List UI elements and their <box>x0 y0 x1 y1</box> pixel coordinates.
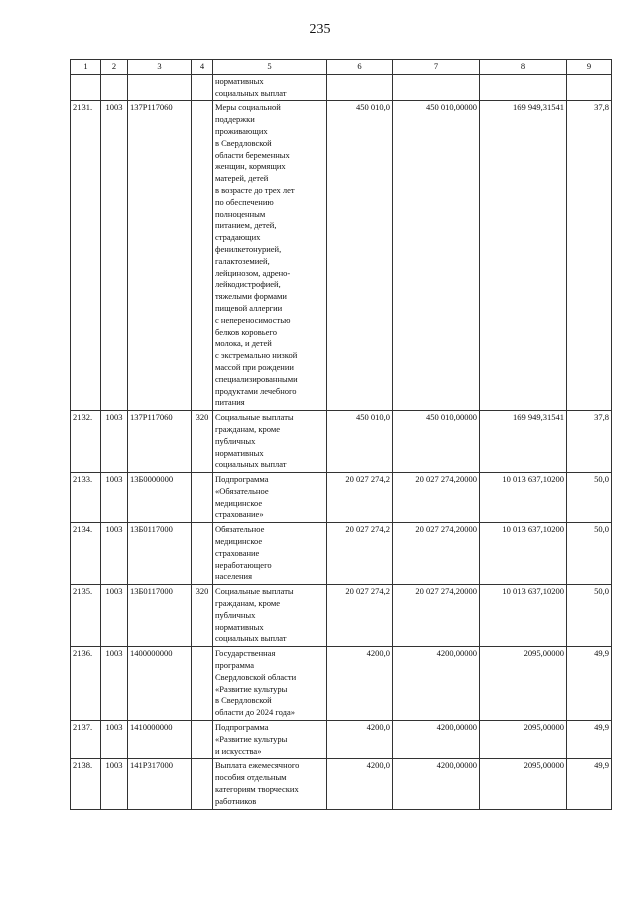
amount-col8 <box>480 74 567 101</box>
expense-type-code <box>192 647 213 721</box>
item-description: Социальные выплаты гражданам, кроме публичных нормативных социальных выплат <box>213 585 327 647</box>
item-description: Выплата ежемесячного пособия отдельным категориям творческих работников <box>213 759 327 809</box>
table-row <box>71 411 612 473</box>
section-code: 1003 <box>101 473 128 523</box>
row-number: 2131. <box>71 101 101 411</box>
target-article-code: 137P117060 <box>128 101 192 411</box>
amount-col8: 2095,00000 <box>480 647 567 721</box>
table-row <box>71 473 612 523</box>
header-row <box>71 60 612 75</box>
percent-col9: 50,0 <box>567 473 612 523</box>
amount-col7: 450 010,00000 <box>393 101 480 411</box>
item-description: Социальные выплаты гражданам, кроме публичных нормативных социальных выплат <box>213 411 327 473</box>
amount-col6: 450 010,0 <box>327 411 393 473</box>
header-cell: 7 <box>393 60 480 75</box>
amount-col7: 20 027 274,20000 <box>393 473 480 523</box>
amount-col6 <box>327 74 393 101</box>
expense-type-code: 320 <box>192 585 213 647</box>
table-row <box>71 585 612 647</box>
amount-col7: 4200,00000 <box>393 721 480 759</box>
percent-col9 <box>567 74 612 101</box>
amount-col7: 20 027 274,20000 <box>393 523 480 585</box>
amount-col6: 4200,0 <box>327 721 393 759</box>
percent-col9: 50,0 <box>567 523 612 585</box>
expense-type-code <box>192 473 213 523</box>
amount-col7 <box>393 74 480 101</box>
percent-col9: 37,8 <box>567 411 612 473</box>
percent-col9: 49,9 <box>567 721 612 759</box>
budget-table <box>70 59 612 810</box>
section-code <box>101 74 128 101</box>
amount-col6: 4200,0 <box>327 759 393 809</box>
target-article-code: 13Б0000000 <box>128 473 192 523</box>
item-description: Подпрограмма «Развитие культуры и искусства» <box>213 721 327 759</box>
section-code: 1003 <box>101 759 128 809</box>
percent-col9: 49,9 <box>567 759 612 809</box>
row-number: 2133. <box>71 473 101 523</box>
item-description: Подпрограмма «Обязательное медицинское страхование» <box>213 473 327 523</box>
item-description: Государственная программа Свердловской области «Развитие культуры в Свердловской области до 2024 года» <box>213 647 327 721</box>
amount-col8: 10 013 637,10200 <box>480 473 567 523</box>
row-number: 2136. <box>71 647 101 721</box>
header-cell: 2 <box>101 60 128 75</box>
percent-col9: 50,0 <box>567 585 612 647</box>
amount-col8: 169 949,31541 <box>480 101 567 411</box>
table-row <box>71 759 612 809</box>
expense-type-code <box>192 759 213 809</box>
header-cell: 8 <box>480 60 567 75</box>
target-article-code: 1400000000 <box>128 647 192 721</box>
percent-col9: 49,9 <box>567 647 612 721</box>
amount-col8: 10 013 637,10200 <box>480 585 567 647</box>
section-code: 1003 <box>101 523 128 585</box>
row-number: 2137. <box>71 721 101 759</box>
amount-col7: 450 010,00000 <box>393 411 480 473</box>
expense-type-code <box>192 101 213 411</box>
header-cell: 4 <box>192 60 213 75</box>
item-description: Обязательное медицинское страхование неработающего населения <box>213 523 327 585</box>
page-number: 235 <box>309 22 331 37</box>
header-cell: 3 <box>128 60 192 75</box>
amount-col7: 4200,00000 <box>393 759 480 809</box>
expense-type-code <box>192 523 213 585</box>
header-cell: 6 <box>327 60 393 75</box>
row-number: 2132. <box>71 411 101 473</box>
amount-col7: 20 027 274,20000 <box>393 585 480 647</box>
row-number: 2134. <box>71 523 101 585</box>
expense-type-code <box>192 721 213 759</box>
amount-col6: 450 010,0 <box>327 101 393 411</box>
section-code: 1003 <box>101 411 128 473</box>
table-row <box>71 74 612 101</box>
row-number <box>71 74 101 101</box>
section-code: 1003 <box>101 721 128 759</box>
section-code: 1003 <box>101 585 128 647</box>
row-number: 2138. <box>71 759 101 809</box>
section-code: 1003 <box>101 101 128 411</box>
target-article-code: 13Б0117000 <box>128 585 192 647</box>
row-number: 2135. <box>71 585 101 647</box>
amount-col7: 4200,00000 <box>393 647 480 721</box>
expense-type-code: 320 <box>192 411 213 473</box>
header-cell: 5 <box>213 60 327 75</box>
item-description: Меры социальной поддержки проживающих в Свердловской области беременных женщин, кормящих матерей, детей в возрасте до трех лет по обеспечению полноценным питанием, детей, страдающих фенилкетонурией, галактоземией, лейцинозом, адрено- лейкодистрофией, тяжелыми формами пищевой аллергии с непереносимостью белков коровьего молока, и детей с экстремально низкой массой при рождении специализированными продуктами лечебного питания <box>213 101 327 411</box>
target-article-code <box>128 74 192 101</box>
amount-col6: 4200,0 <box>327 647 393 721</box>
header-cell: 1 <box>71 60 101 75</box>
table-row <box>71 101 612 411</box>
amount-col6: 20 027 274,2 <box>327 585 393 647</box>
table-row <box>71 647 612 721</box>
amount-col8: 2095,00000 <box>480 721 567 759</box>
percent-col9: 37,8 <box>567 101 612 411</box>
target-article-code: 141P317000 <box>128 759 192 809</box>
target-article-code: 1410000000 <box>128 721 192 759</box>
amount-col6: 20 027 274,2 <box>327 523 393 585</box>
section-code: 1003 <box>101 647 128 721</box>
target-article-code: 137P117060 <box>128 411 192 473</box>
expense-type-code <box>192 74 213 101</box>
amount-col8: 169 949,31541 <box>480 411 567 473</box>
amount-col8: 2095,00000 <box>480 759 567 809</box>
table-row <box>71 523 612 585</box>
header-cell: 9 <box>567 60 612 75</box>
amount-col6: 20 027 274,2 <box>327 473 393 523</box>
item-description: нормативных социальных выплат <box>213 74 327 101</box>
table-row <box>71 721 612 759</box>
target-article-code: 13Б0117000 <box>128 523 192 585</box>
amount-col8: 10 013 637,10200 <box>480 523 567 585</box>
